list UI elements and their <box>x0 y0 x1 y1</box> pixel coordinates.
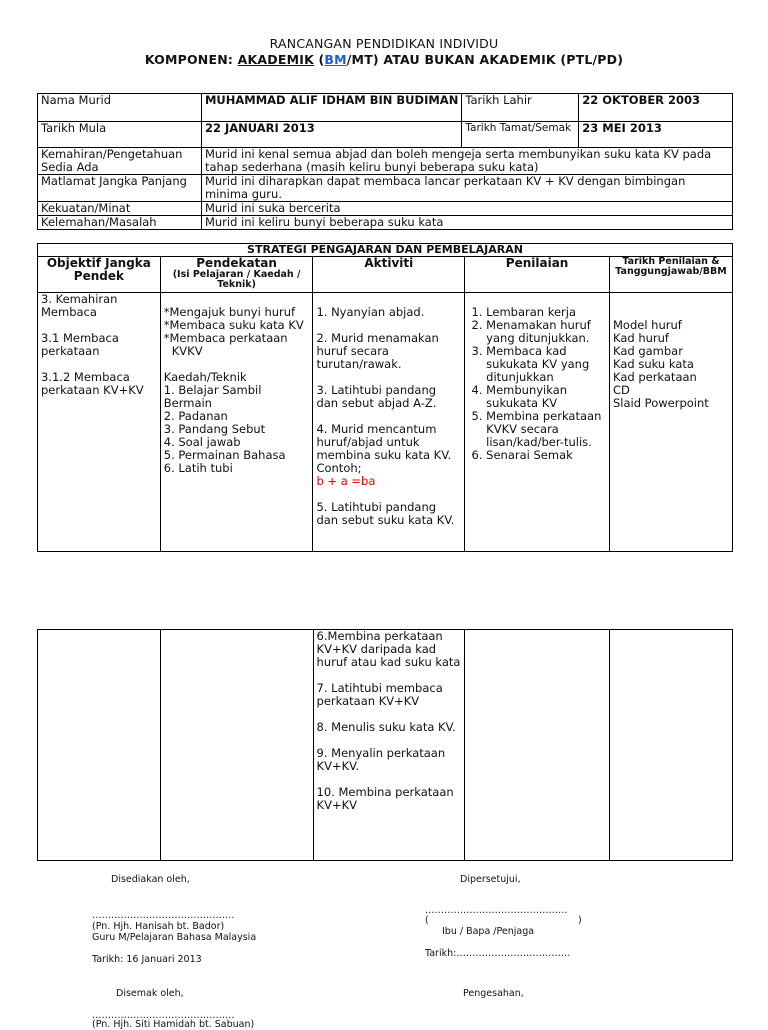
nama-value: MUHAMMAD ALIF IDHAM BIN BUDIMAN <box>201 94 461 122</box>
mula-value: 22 JANUARI 2013 <box>201 122 461 148</box>
document-title: RANCANGAN PENDIDIKAN INDIVIDU <box>269 36 499 51</box>
penilaian-cell <box>465 293 610 552</box>
tamat-label: Tarikh Tamat/Semak <box>462 122 579 148</box>
component-rest: /MT) ATAU BUKAN AKADEMIK (PTL/PD) <box>346 52 624 67</box>
kekuatan-label: Kekuatan/Minat <box>38 202 202 216</box>
pendekatan-item: *Membaca perkataan <box>163 331 288 345</box>
objektif-item: 3.1.2 Membaca perkataan KV+KV <box>41 370 144 397</box>
aktiviti-item: 8. Menulis suku kata KV. <box>316 720 456 734</box>
col-penilaian: Penilaian <box>465 257 610 293</box>
tarikh-right: Tarikh:……………………………… <box>425 948 571 959</box>
kekuatan-value: Murid ini suka bercerita <box>201 202 732 216</box>
strategy-table <box>37 243 733 552</box>
pengesahan-label: Pengesahan, <box>463 988 524 999</box>
bbm-item: CD <box>612 383 630 397</box>
signature-line-right: ……………………………………… <box>425 905 568 916</box>
cont-bbm-cell <box>610 630 733 861</box>
penilaian-item: 3. Membaca kad sukukata KV yang ditunjukkan <box>486 345 606 384</box>
bbm-item: Model huruf <box>612 318 682 332</box>
pendekatan-item: *Mengajuk bunyi huruf <box>163 305 296 319</box>
dipersetujui-label: Dipersetujui, <box>460 874 521 885</box>
contoh-example: b + a =ba <box>316 474 376 488</box>
tamat-value: 23 MEI 2013 <box>579 122 733 148</box>
tarikh-left: Tarikh: 16 Januari 2013 <box>92 954 202 965</box>
objektif-item: 3.1 Membaca perkataan <box>41 331 119 358</box>
pendekatan-cell <box>160 293 313 552</box>
aktiviti-cell <box>313 293 465 552</box>
col-tarikh: Tarikh Penilaian & Tanggungjawab/BBM <box>609 257 732 293</box>
matlamat-value: Murid ini diharapkan dapat membaca lancar perkataan KV + KV dengan bimbingan minima guru. <box>201 175 732 202</box>
open-paren: ( <box>313 52 325 67</box>
lahir-value: 22 OKTOBER 2003 <box>579 94 733 122</box>
guru-role: Guru M/Pelajaran Bahasa Malaysia <box>92 932 257 943</box>
guru-name: (Pn. Hjh. Hanisah bt. Bador) <box>92 921 225 932</box>
objektif-item: 3. Kemahiran Membaca <box>41 292 118 319</box>
penilaian-item: 6. Senarai Semak <box>486 449 606 462</box>
signature-line-left: ……………………………………… <box>92 910 235 921</box>
pendekatan-item: KVKV <box>171 344 203 358</box>
bbm-cell <box>609 293 732 552</box>
aktiviti-item: 2. Murid menamakan huruf secara turutan/rawak. <box>316 331 439 371</box>
continuation-table <box>37 629 733 861</box>
disemak-label: Disemak oleh, <box>116 988 184 999</box>
penilaian-item: 4. Membunyikan sukukata KV <box>486 384 606 410</box>
col-aktiviti: Aktiviti <box>313 257 465 293</box>
bbm-item: Kad huruf <box>612 331 669 345</box>
aktiviti-item: 5. Latihtubi pandang dan sebut suku kata KV. <box>316 500 455 527</box>
cont-penilaian-cell <box>465 630 610 861</box>
strategy-heading: STRATEGI PENGAJARAN DAN PEMBELAJARAN <box>38 244 733 257</box>
kaedah-item: 6. Latih tubi <box>163 461 233 475</box>
signature-line-bottom: ……………………………………… <box>92 1010 235 1021</box>
paren-close: ) <box>578 915 582 926</box>
aktiviti-item: 7. Latihtubi membaca perkataan KV+KV <box>316 681 443 708</box>
aktiviti-item: 9. Menyalin perkataan KV+KV. <box>316 746 446 773</box>
kaedah-item: 2. Padanan <box>163 409 228 423</box>
bbm-item: Kad suku kata <box>612 357 694 371</box>
kaedah-item: 4. Soal jawab <box>163 435 241 449</box>
cont-pendekatan-cell <box>160 630 313 861</box>
penilaian-item: 1. Lembaran kerja <box>486 306 606 319</box>
matlamat-label: Matlamat Jangka Panjang <box>38 175 202 202</box>
component-title <box>0 52 768 67</box>
bm-link[interactable]: BM <box>324 52 347 67</box>
aktiviti-item: 6.Membina perkataan KV+KV daripada kad huruf atau kad suku kata <box>316 629 461 669</box>
kemahiran-label: Kemahiran/Pengetahuan Sedia Ada <box>38 148 202 175</box>
component-prefix: KOMPONEN: <box>144 52 238 67</box>
mula-label: Tarikh Mula <box>38 122 202 148</box>
ibubapa-label: Ibu / Bapa /Penjaga <box>442 926 535 937</box>
pendekatan-item: *Membaca suku kata KV <box>163 318 304 332</box>
col-objektif: Objektif Jangka Pendek <box>38 257 161 293</box>
kelemahan-value: Murid ini keliru bunyi beberapa suku kata <box>201 216 732 230</box>
col-pendekatan-title: Pendekatan <box>196 256 277 270</box>
student-info-table <box>37 93 733 230</box>
nama-label: Nama Murid <box>38 94 202 122</box>
bottom-name: (Pn. Hjh. Siti Hamidah bt. Sabuan) <box>92 1019 255 1030</box>
penilaian-list <box>468 306 606 462</box>
aktiviti-item: 1. Nyanyian abjad. <box>316 305 425 319</box>
disediakan-label: Disediakan oleh, <box>111 874 190 885</box>
cont-objektif-cell <box>38 630 161 861</box>
aktiviti-item: 4. Murid mencantum huruf/abjad untuk membina suku kata KV. Contoh; <box>316 422 452 475</box>
penilaian-item: 2. Menamakan huruf yang ditunjukkan. <box>486 319 606 345</box>
col-pendekatan-sub: (Isi Pelajaran / Kaedah / Teknik) <box>172 269 301 290</box>
bbm-item: Kad perkataan <box>612 370 697 384</box>
aktiviti-item: 3. Latihtubi pandang dan sebut abjad A-Z. <box>316 383 437 410</box>
objektif-cell <box>38 293 161 552</box>
bbm-item: Slaid Powerpoint <box>612 396 709 410</box>
kaedah-item: 5. Permainan Bahasa <box>163 448 286 462</box>
kelemahan-label: Kelemahan/Masalah <box>38 216 202 230</box>
col-pendekatan <box>160 257 313 293</box>
penilaian-item: 5. Membina perkataan KVKV secara lisan/kad/ber-tulis. <box>486 410 606 449</box>
cont-aktiviti-cell <box>313 630 465 861</box>
bbm-item: Kad gambar <box>612 344 683 358</box>
akademik-label: AKADEMIK <box>237 52 314 67</box>
kaedah-item: 1. Belajar Sambil Bermain <box>163 383 262 410</box>
aktiviti-item: 10. Membina perkataan KV+KV <box>316 785 454 812</box>
lahir-label: Tarikh Lahir <box>462 94 579 122</box>
paren-open: ( <box>425 915 429 926</box>
kemahiran-value: Murid ini kenal semua abjad dan boleh mengeja serta membunyikan suku kata KV pada tahap sederhana (masih keliru bunyi beberapa suku kata) <box>201 148 732 175</box>
kaedah-item: 3. Pandang Sebut <box>163 422 266 436</box>
kaedah-title: Kaedah/Teknik <box>163 370 247 384</box>
